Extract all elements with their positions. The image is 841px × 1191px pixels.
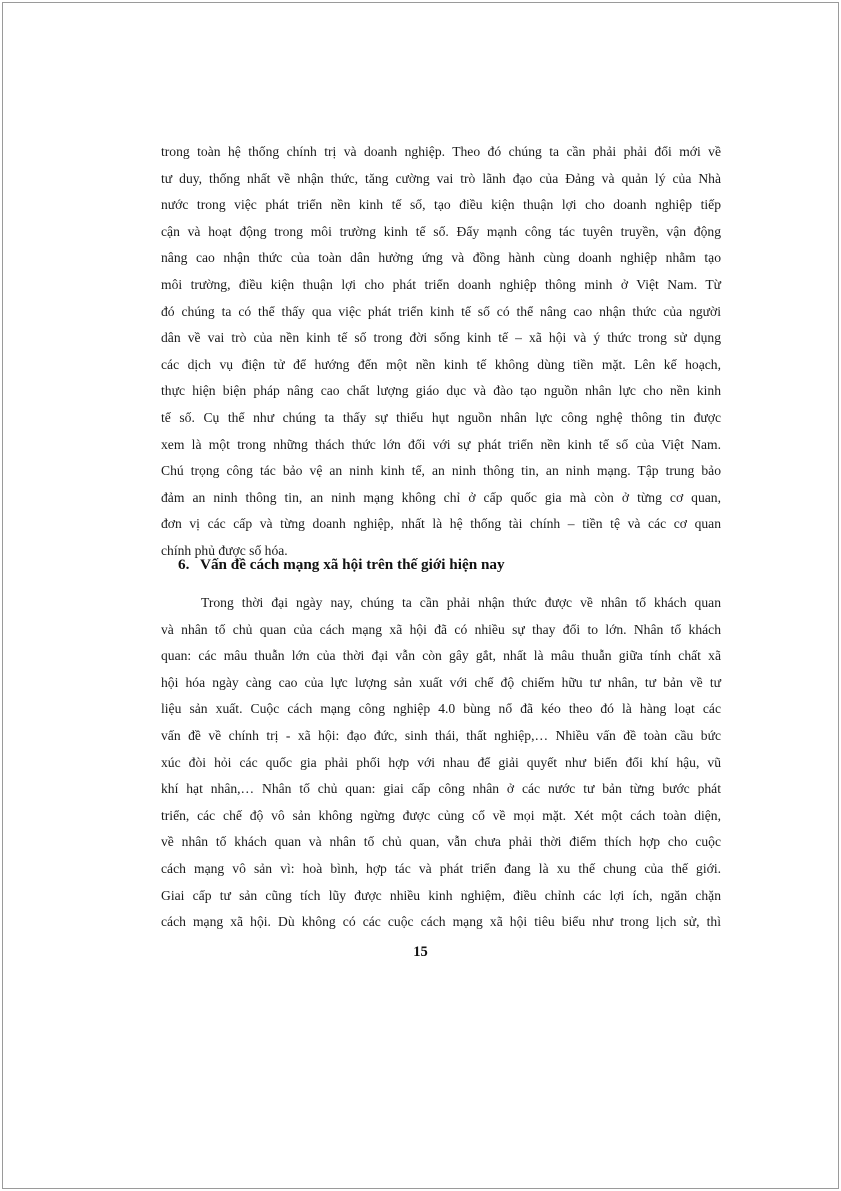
text-line: Trong thời đại ngày nay, chúng ta cần phải nhận thức được về nhân tố khách quan xyxy=(201,595,721,610)
text-line: cách mạng xã hội. Dù không có các cuộc cách mạng xã hội tiêu biểu như trong lịch sử, thì xyxy=(161,914,721,930)
text-line: chính phủ được số hóa. xyxy=(161,542,288,558)
text-line: các dịch vụ điện tử để hướng đến một nền kinh tế không dùng tiền mặt. Lên kế hoạch, xyxy=(161,356,721,372)
paragraph-1 xyxy=(161,139,721,565)
text-line: quan: các mâu thuẫn lớn của thời đại vẫn còn gây gắt, nhất là mâu thuẫn giữa tính chất xã xyxy=(161,648,721,664)
text-line: thực hiện biện pháp nâng cao chất lượng giáo dục và đào tạo nguồn nhân lực cho nền kinh xyxy=(161,383,721,399)
text-line: đó chúng ta có thể thấy qua việc phát triển kinh tế số có thể nâng cao nhận thức của người xyxy=(161,303,721,319)
text-line: khí hạt nhân,… Nhân tố chủ quan: giai cấp công nhân ở các nước tư bản từng bước phát xyxy=(161,781,721,797)
text-line: Chú trọng công tác bảo vệ an ninh kinh tế, an ninh thông tin, an ninh mạng. Tập trung bảo xyxy=(161,463,721,479)
text-line: liệu sản xuất. Cuộc cách mạng công nghiệp 4.0 bùng nổ đã kéo theo đó là hàng loạt các xyxy=(161,701,721,717)
text-line: về nhân tố khách quan và nhân tố chủ quan, vẫn chưa phải thời điểm thích hợp cho cuộc xyxy=(161,834,721,850)
section-title: Vấn đề cách mạng xã hội trên thế giới hiện nay xyxy=(200,556,505,573)
text-line: xem là một trong những thách thức lớn đối với sự phát triển nền kinh tế số của Việt Nam. xyxy=(161,436,721,452)
text-line: và nhân tố chủ quan của cách mạng xã hội đã có nhiều sự thay đổi to lớn. Nhân tố khách xyxy=(161,621,721,637)
paragraph-2 xyxy=(161,590,721,936)
text-line: cách mạng vô sản vì: hoà bình, hợp tác và phát triển đang là xu thế chung của thế giới. xyxy=(161,860,721,876)
text-line: dân về vai trò của nền kinh tế số trong đời sống kinh tế – xã hội và ý thức trong sử dụng xyxy=(161,330,721,346)
page-number: 15 xyxy=(413,944,428,960)
text-line: đảm an ninh thông tin, an ninh mạng không chỉ ở cấp quốc gia mà còn ở từng cơ quan, xyxy=(161,489,721,505)
text-line: tế số. Cụ thể như chúng ta thấy sự thiếu hụt nguồn nhân lực công nghệ thông tin được xyxy=(161,409,721,425)
text-line: vấn đề về chính trị - xã hội: đạo đức, sinh thái, thất nghiệp,… Nhiều vấn đề toàn cầu bức xyxy=(161,727,721,743)
text-line: triển, các chế độ vô sản không ngừng được củng cố về mọi mặt. Xét một cách toàn diện, xyxy=(161,807,721,823)
section-heading xyxy=(178,556,505,574)
text-line: đơn vị các cấp và từng doanh nghiệp, nhất là hệ thống tài chính – tiền tệ và các cơ quan xyxy=(161,516,721,532)
text-line: môi trường, điều kiện thuận lợi cho phát triển doanh nghiệp thông minh ở Việt Nam. Từ xyxy=(161,276,721,292)
text-line: cận và hoạt động trong môi trường kinh tế số. Đẩy mạnh công tác tuyên truyền, vận động xyxy=(161,223,721,239)
text-line: nước trong việc phát triển nền kinh tế số, tạo điều kiện thuận lợi cho doanh nghiệp tiếp xyxy=(161,197,721,213)
section-number: 6. xyxy=(178,556,190,573)
text-line: xúc đòi hỏi các quốc gia phải phối hợp với nhau để giải quyết như biến đổi khí hậu, vũ xyxy=(161,754,721,770)
text-line: Giai cấp tư sản cũng tích lũy được nhiều kinh nghiệm, điều chỉnh các lợi ích, ngăn chặn xyxy=(161,887,721,903)
text-line: nâng cao nhận thức của toàn dân hưởng ứng và đồng hành cùng doanh nghiệp nhằm tạo xyxy=(161,250,721,266)
text-line: trong toàn hệ thống chính trị và doanh nghiệp. Theo đó chúng ta cần phải phải đổi mới về xyxy=(161,144,721,159)
text-line: hội hóa ngày càng cao của lực lượng sản xuất với chế độ chiếm hữu tư nhân, tư bản về tư xyxy=(161,674,721,690)
text-line: tư duy, thống nhất về nhận thức, tăng cường vai trò lãnh đạo của Đảng và quản lý của Nhà xyxy=(161,170,721,186)
